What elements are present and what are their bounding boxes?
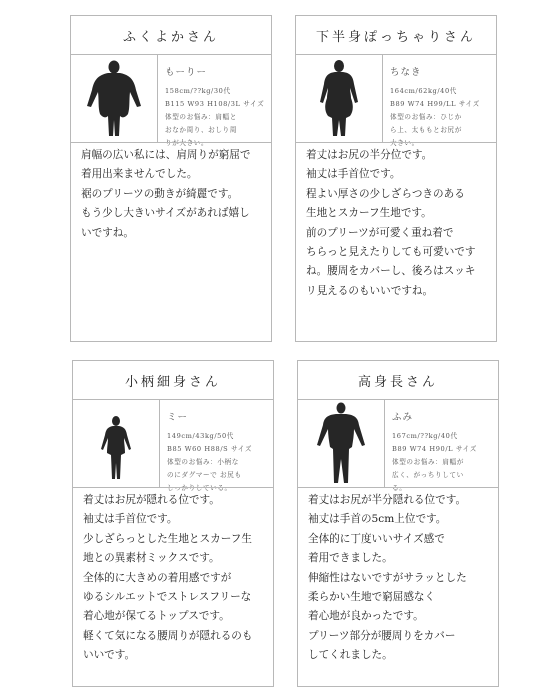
comment-line: 肩幅の広い私には、肩周りが窮屈で — [81, 149, 251, 161]
profile-line: 149cm/43kg/50代 — [167, 432, 234, 440]
review-card-petite-slim — [72, 360, 274, 687]
review-comment — [308, 491, 492, 666]
review-card-tall — [297, 360, 499, 687]
profile-line: 167cm/??kg/40代 — [392, 432, 458, 440]
comment-line: もう少し大きいサイズがあれば嬉し — [81, 207, 250, 220]
profile-line: りが大きい。 — [165, 139, 209, 147]
comment-line: 着丈はお尻が隠れる位です。 — [83, 494, 220, 506]
divider — [298, 487, 498, 488]
profile-line: B115 W93 H108/3L サイズ — [165, 100, 265, 108]
profile-line: のにダグマーで お尻も — [167, 471, 242, 479]
profile — [390, 64, 490, 150]
comment-line: ね。腰周をカバーし、後ろはスッキ — [306, 265, 476, 278]
review-comment — [81, 146, 265, 243]
card-title: ふくよかさん — [71, 16, 271, 55]
comment-line: いいです。 — [83, 649, 136, 662]
profile — [165, 64, 265, 150]
profile-line: 体型のお悩み：小柄な — [167, 458, 239, 466]
comment-line: 袖丈は手首の5cm上位です。 — [308, 513, 447, 526]
review-comment — [83, 491, 267, 666]
comment-line: 着用できました。 — [308, 552, 393, 565]
comment-line: 程よい厚さの少しざらつきのある — [306, 187, 465, 200]
profile-line: 158cm/??kg/30代 — [165, 87, 231, 95]
reviewer-name: ふみ — [392, 412, 414, 423]
profile-line: B89 W74 H90/L サイズ — [392, 445, 477, 453]
profile-line: B85 W60 H88/S サイズ — [167, 445, 253, 453]
profile-line: 体型のお悩み：肩幅が — [392, 458, 464, 466]
comment-line: 着丈はお尻が半分隠れる位です。 — [308, 494, 467, 506]
profile-line: B89 W74 H99/LL サイズ — [390, 100, 480, 108]
profile-line: しっかりしている。 — [167, 484, 232, 492]
profile-line: ら上、太ももとお尻が — [390, 126, 462, 134]
comment-line: ゆるシルエットでストレスフリーな — [83, 591, 252, 604]
comment-line: ちらっと見えたりしても可愛いです — [306, 246, 476, 259]
profile-line: 体型のお悩み：ひじか — [390, 113, 462, 121]
comment-line: リ見えるのもいいですね。 — [306, 284, 434, 297]
figure-box — [296, 54, 383, 142]
profile-line: おなか周り、おしり周 — [165, 126, 237, 134]
figure-box — [298, 399, 385, 487]
reviewer-name: ミー — [167, 412, 189, 423]
tall-silhouette-icon — [311, 401, 371, 485]
comment-line: 前のプリーツが可愛く重ね着で — [306, 226, 454, 239]
review-card-plus-size — [70, 15, 272, 342]
profile — [167, 409, 267, 495]
comment-line: 柔らかい生地で窮屈感なく — [308, 591, 436, 604]
profile-line: 164cm/62kg/40代 — [390, 87, 457, 95]
comment-line: プリーツ部分が腰周りをカバー — [308, 629, 456, 642]
figure-box — [71, 54, 158, 142]
comment-line: 着用出来ませんでした。 — [81, 168, 198, 181]
divider — [71, 142, 271, 143]
comment-line: 着心地が保てるトップスです。 — [83, 610, 230, 623]
reviewer-name: もーりー — [165, 67, 208, 78]
card-title: 下半身ぽっちゃりさん — [296, 16, 496, 55]
comment-line: いですね。 — [81, 226, 134, 239]
comment-line: 地との異素材ミックスです。 — [83, 552, 220, 565]
comment-line: 袖丈は手首位です。 — [306, 168, 401, 181]
comment-line: してくれました。 — [308, 649, 393, 662]
comment-line: 着丈はお尻の半分位です。 — [306, 149, 433, 161]
profile — [392, 409, 492, 495]
plus-size-silhouette-icon — [84, 58, 144, 138]
profile-line: る。 — [392, 484, 407, 492]
figure-box — [73, 399, 160, 487]
review-comment — [306, 146, 490, 301]
divider — [296, 142, 496, 143]
pear-shape-silhouette-icon — [309, 58, 369, 138]
profile-line: 体型のお悩み：肩幅と — [165, 113, 237, 121]
comment-line: 全体的に大きめの着用感ですが — [83, 571, 232, 584]
review-card-pear-shape — [295, 15, 497, 342]
comment-line: 軽くて気になる腰周りが隠れるのも — [83, 629, 253, 642]
divider — [73, 487, 273, 488]
comment-line: 裾のプリーツの動きが綺麗です。 — [81, 187, 239, 200]
comment-line: 少しざらっとした生地とスカーフ生 — [83, 532, 252, 545]
card-title: 小柄細身さん — [73, 361, 273, 400]
card-title: 高身長さん — [298, 361, 498, 400]
comment-line: 着心地が良かったです。 — [308, 610, 424, 623]
reviewer-name: ちなき — [390, 67, 422, 78]
comment-line: 伸縮性はないですがサラッとした — [308, 571, 467, 584]
profile-line: 広く、がっちりしてい — [392, 471, 464, 479]
comment-line: 生地とスカーフ生地です。 — [306, 207, 432, 220]
petite-slim-silhouette-icon — [86, 403, 146, 483]
comment-line: 全体的に丁度いいサイズ感で — [308, 532, 445, 545]
comment-line: 袖丈は手首位です。 — [83, 513, 178, 526]
profile-line: 大きい。 — [390, 139, 419, 147]
